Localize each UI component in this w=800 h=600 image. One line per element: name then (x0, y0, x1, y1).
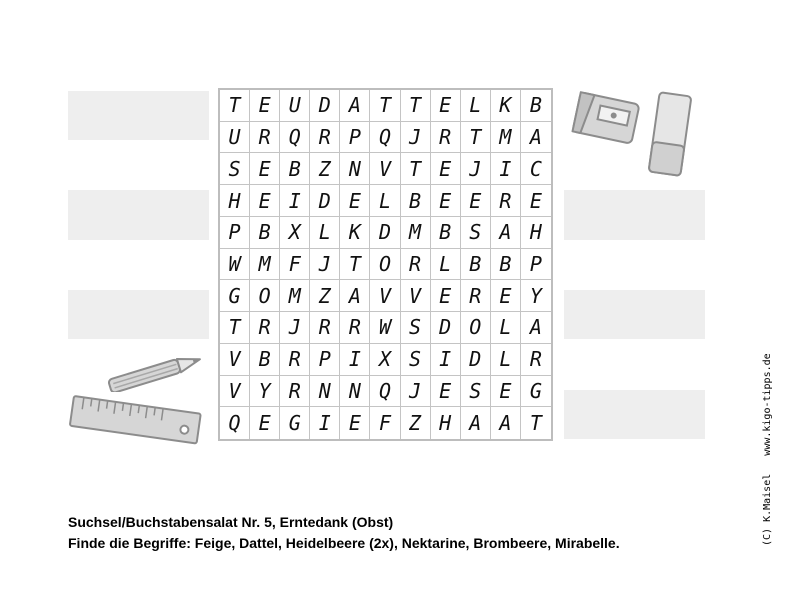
grid-cell: A (521, 122, 551, 154)
pencil-icon (102, 348, 212, 392)
grid-cell: R (310, 312, 340, 344)
grid-cell: V (370, 280, 400, 312)
grid-cell: I (491, 153, 521, 185)
grid-cell: R (461, 280, 491, 312)
grid-cell: C (521, 153, 551, 185)
grid-cell: P (340, 122, 370, 154)
grid-cell: D (310, 185, 340, 217)
grid-cell: B (521, 90, 551, 122)
grid-cell: H (220, 185, 250, 217)
worksheet-instructions: Finde die Begriffe: Feige, Dattel, Heidelbeere (2x), Nektarine, Brombeere, Mirabelle. (68, 535, 620, 551)
eraser-icon (640, 88, 700, 180)
grid-cell: N (340, 376, 370, 408)
grid-cell: R (431, 122, 461, 154)
answer-box-left-3 (68, 290, 209, 339)
grid-cell: X (370, 344, 400, 376)
grid-cell: G (280, 407, 310, 439)
grid-cell: E (250, 407, 280, 439)
grid-cell: B (491, 249, 521, 281)
grid-cell: L (310, 217, 340, 249)
grid-cell: D (370, 217, 400, 249)
grid-cell: O (250, 280, 280, 312)
grid-cell: Z (401, 407, 431, 439)
grid-cell: E (431, 153, 461, 185)
grid-cell: B (431, 217, 461, 249)
grid-cell: O (370, 249, 400, 281)
grid-cell: E (431, 185, 461, 217)
grid-cell: T (340, 249, 370, 281)
grid-cell: E (431, 280, 461, 312)
grid-cell: Y (250, 376, 280, 408)
grid-cell: V (220, 376, 250, 408)
grid-cell: T (401, 90, 431, 122)
grid-cell: E (491, 376, 521, 408)
grid-cell: E (431, 90, 461, 122)
grid-cell: M (491, 122, 521, 154)
grid-cell: R (401, 249, 431, 281)
grid-cell: E (431, 376, 461, 408)
grid-cell: A (461, 407, 491, 439)
grid-cell: T (370, 90, 400, 122)
grid-cell: L (431, 249, 461, 281)
grid-cell: E (250, 185, 280, 217)
grid-cell: R (521, 344, 551, 376)
grid-cell: H (431, 407, 461, 439)
answer-box-right-2 (564, 290, 705, 339)
grid-cell: R (491, 185, 521, 217)
grid-cell: I (431, 344, 461, 376)
grid-cell: U (280, 90, 310, 122)
grid-cell: I (340, 344, 370, 376)
worksheet-title: Suchsel/Buchstabensalat Nr. 5, Erntedank (Obst) (68, 514, 394, 530)
grid-cell: N (310, 376, 340, 408)
grid-cell: A (491, 407, 521, 439)
grid-cell: R (280, 376, 310, 408)
grid-cell: U (220, 122, 250, 154)
grid-cell: I (280, 185, 310, 217)
grid-cell: R (310, 122, 340, 154)
grid-cell: D (310, 90, 340, 122)
ruler-icon (66, 388, 216, 448)
grid-cell: E (340, 407, 370, 439)
grid-cell: J (461, 153, 491, 185)
grid-cell: K (340, 217, 370, 249)
grid-cell: Q (370, 122, 400, 154)
grid-cell: X (280, 217, 310, 249)
grid-cell: E (340, 185, 370, 217)
grid-cell: T (529, 411, 542, 436)
grid-cell: O (461, 312, 491, 344)
grid-cell: W (220, 249, 250, 281)
grid-cell: E (521, 185, 551, 217)
grid-cell: Z (310, 280, 340, 312)
grid-cell: H (521, 217, 551, 249)
grid-cell: B (250, 217, 280, 249)
sharpener-icon (568, 86, 644, 150)
grid-cell: A (491, 217, 521, 249)
grid-cell: B (250, 344, 280, 376)
grid-cell: T (220, 312, 250, 344)
grid-cell: T (461, 122, 491, 154)
answer-box-left-1 (68, 91, 209, 140)
grid-cell: J (401, 122, 431, 154)
grid-cell: S (401, 344, 431, 376)
grid-cell: P (310, 344, 340, 376)
grid-cell: Q (220, 407, 250, 439)
grid-cell: F (370, 407, 400, 439)
grid-cell: E (491, 280, 521, 312)
grid-cell: M (280, 280, 310, 312)
grid-cell: E (250, 153, 280, 185)
grid-cell: T (401, 153, 431, 185)
grid-cell: V (370, 153, 400, 185)
grid-cell: S (401, 312, 431, 344)
answer-box-right-3 (564, 390, 705, 439)
grid-cell: R (250, 312, 280, 344)
grid-cell: R (340, 312, 370, 344)
grid-cell: B (280, 153, 310, 185)
grid-cell: K (491, 90, 521, 122)
grid-cell: S (461, 217, 491, 249)
grid-cell: B (461, 249, 491, 281)
grid-cell: D (431, 312, 461, 344)
grid-cell: R (280, 344, 310, 376)
grid-cell: L (370, 185, 400, 217)
grid-cell: F (280, 249, 310, 281)
grid-cell: E (461, 185, 491, 217)
grid-cell: V (220, 344, 250, 376)
grid-cell: T (220, 90, 250, 122)
grid-cell: J (280, 312, 310, 344)
grid-cell: Z (310, 153, 340, 185)
grid-cell: L (491, 312, 521, 344)
grid-cell: S (220, 153, 250, 185)
grid-cell: L (461, 90, 491, 122)
grid-cell: V (401, 280, 431, 312)
grid-cell: Y (521, 280, 551, 312)
grid-cell: M (401, 217, 431, 249)
grid-cell: A (521, 312, 551, 344)
grid-cell: Q (370, 376, 400, 408)
grid-cell: Q (280, 122, 310, 154)
answer-box-right-1 (564, 190, 705, 240)
grid-cell: R (250, 122, 280, 154)
grid-cell: W (370, 312, 400, 344)
answer-box-left-2 (68, 190, 209, 240)
grid-cell: I (310, 407, 340, 439)
grid-cell: M (250, 249, 280, 281)
grid-cell: G (220, 280, 250, 312)
credit-text: (C) K.Maisel www.kigo-tipps.de (762, 353, 773, 546)
grid-cell: L (491, 344, 521, 376)
grid-cell: N (340, 153, 370, 185)
grid-cell: G (521, 376, 551, 408)
grid-cell: A (340, 90, 370, 122)
grid-cell: J (310, 249, 340, 281)
grid-cell: P (521, 249, 551, 281)
grid-cell: J (401, 376, 431, 408)
grid-cell: S (461, 376, 491, 408)
grid-cell: D (461, 344, 491, 376)
grid-cell: E (250, 90, 280, 122)
grid-cell: P (220, 217, 250, 249)
grid-cell: A (340, 280, 370, 312)
letter-grid (218, 88, 553, 441)
grid-cell: B (401, 185, 431, 217)
